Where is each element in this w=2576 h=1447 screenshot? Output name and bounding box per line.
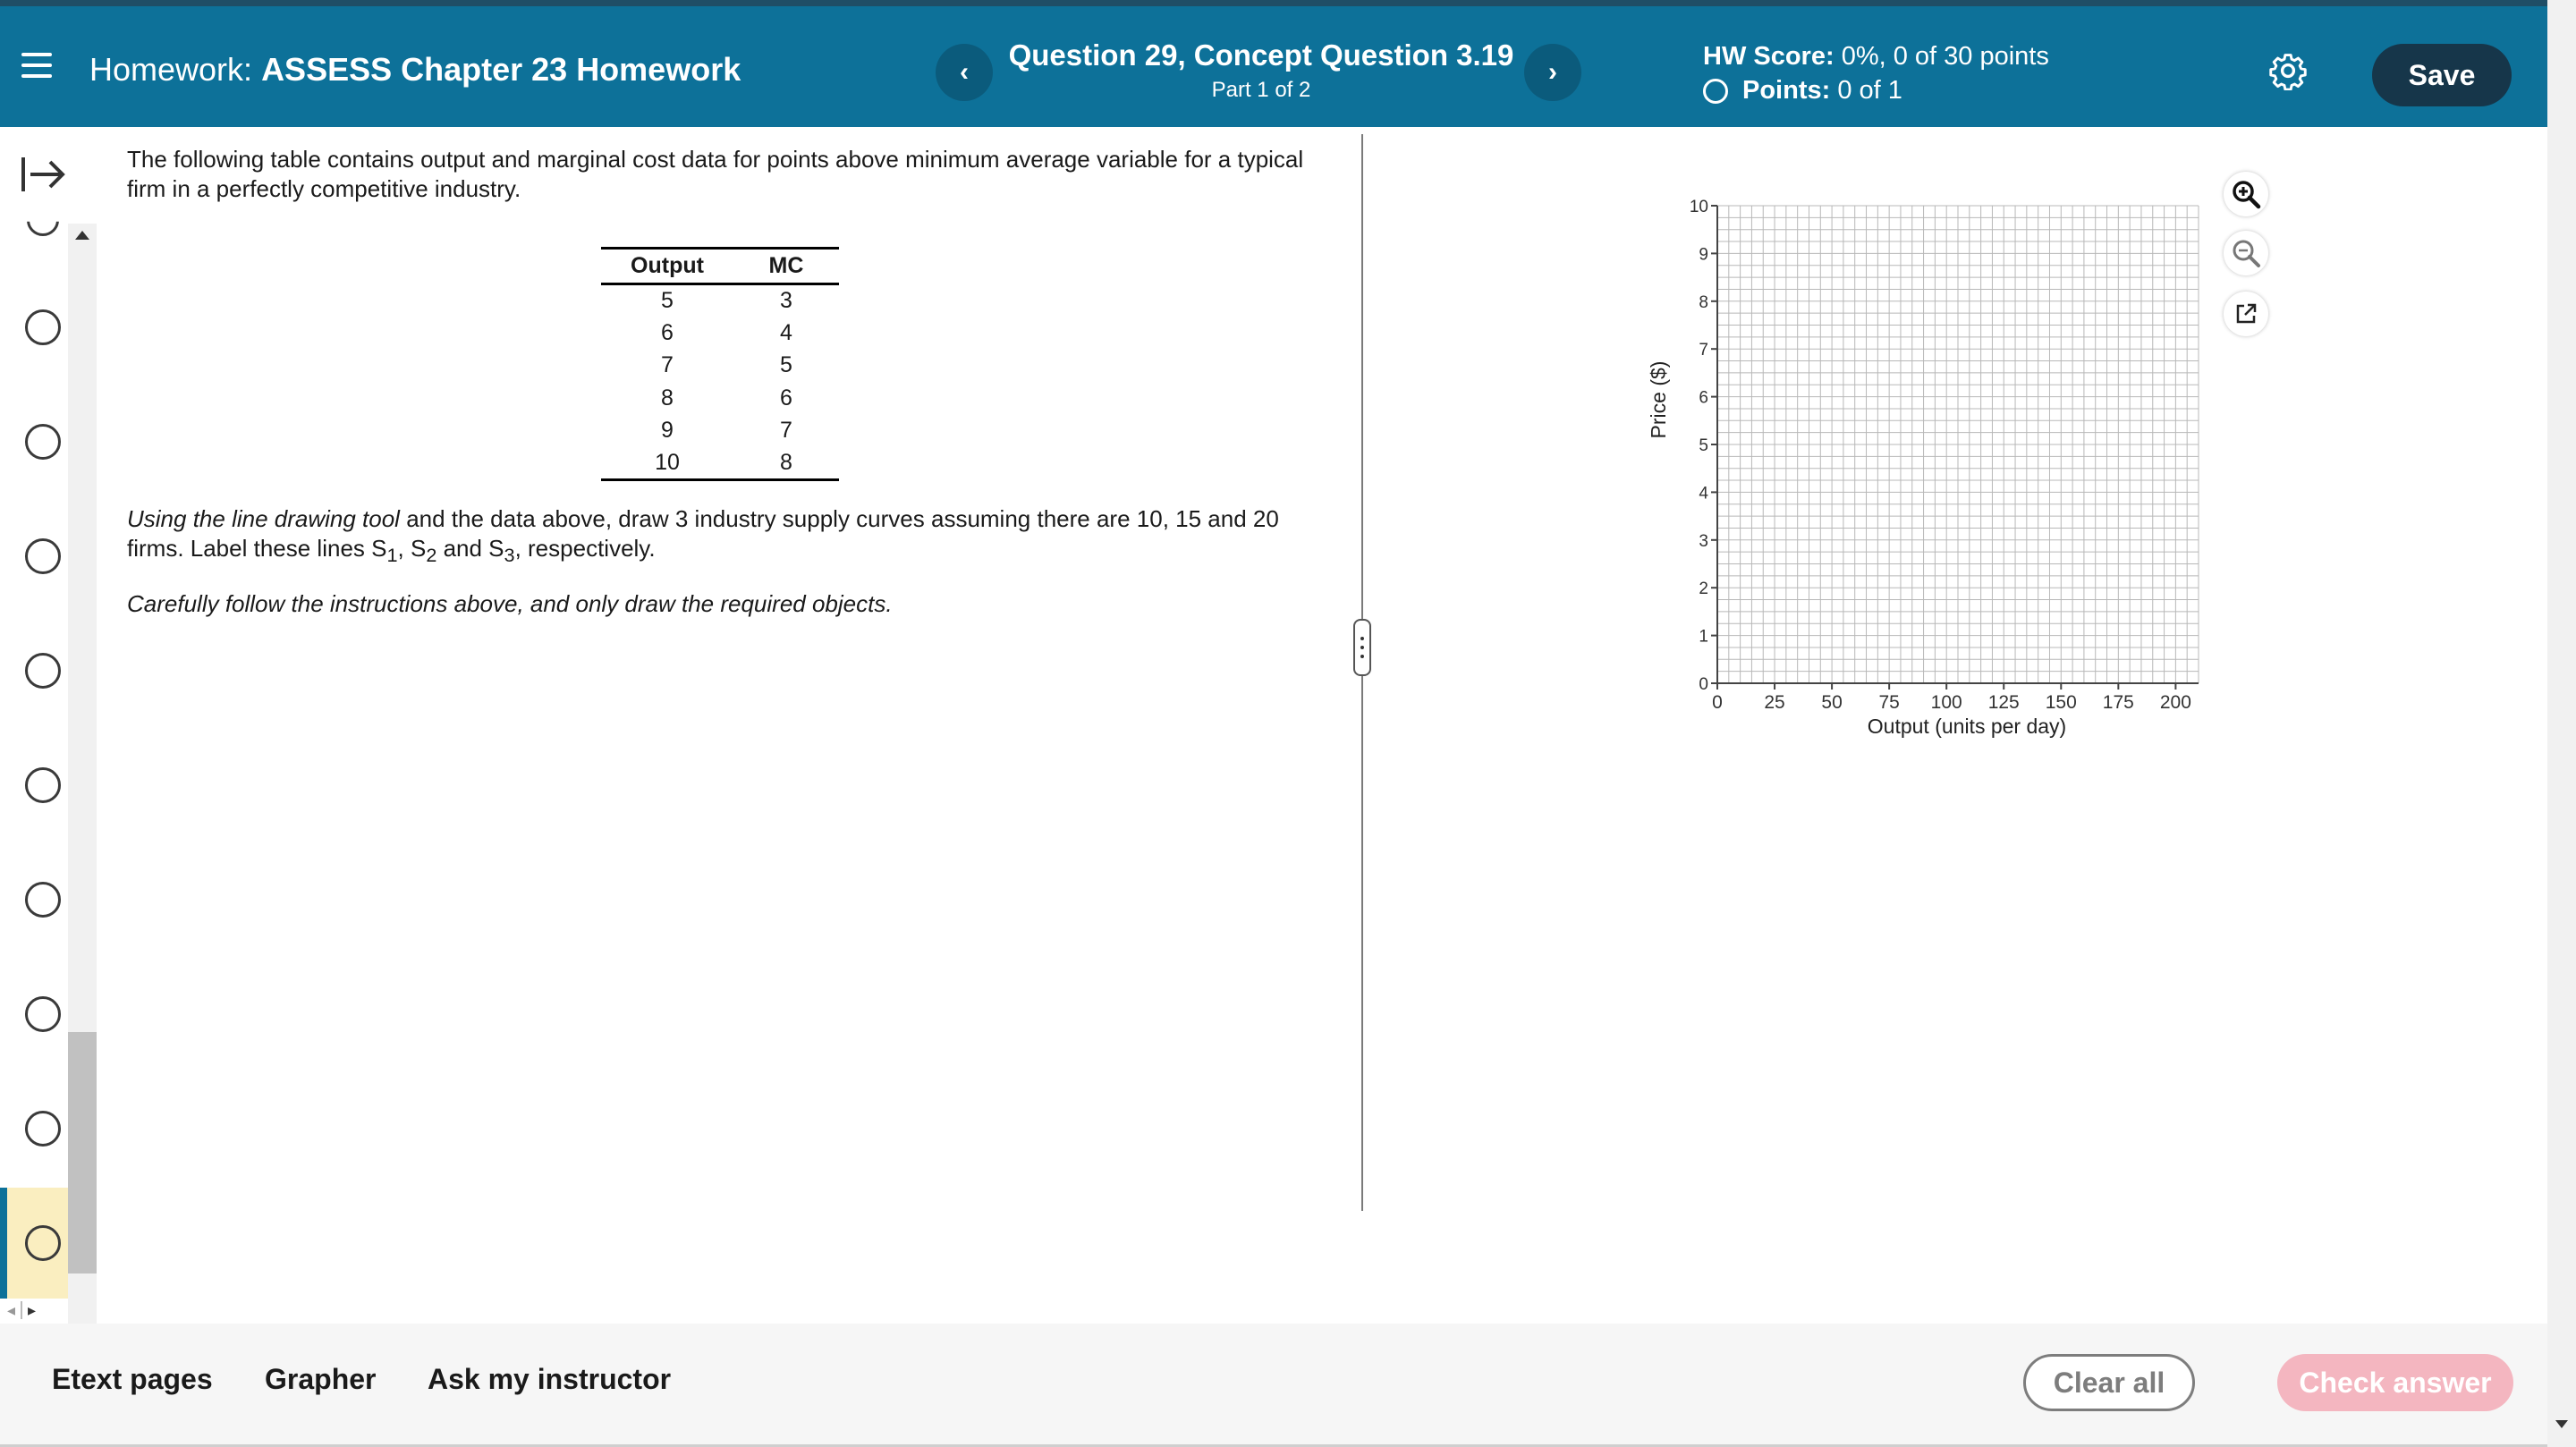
instruction-text: and the data above, draw 3 industry supply curves assuming there are 10, 15 and 20 firms. Label these lines S <box>127 505 1279 562</box>
zoom-in-icon <box>2231 179 2261 209</box>
table-header-mc: MC <box>733 249 839 284</box>
header-bar <box>0 0 2547 127</box>
external-link-icon <box>2233 301 2258 326</box>
question-intro-text: The following table contains output and marginal cost data for points above minimum average variable for a typical firm in a perfectly competitive industry. <box>127 146 1304 202</box>
question-status-circle-icon[interactable] <box>25 424 61 460</box>
subscript-3: 3 <box>504 544 515 567</box>
popout-graph-button[interactable] <box>2224 292 2268 336</box>
zoom-in-button[interactable] <box>2224 172 2268 216</box>
question-status-circle-icon[interactable] <box>27 204 59 236</box>
hw-score <box>1703 42 2049 72</box>
ask-instructor-link[interactable]: Ask my instructor <box>428 1363 672 1395</box>
homework-title-prefix: Homework: <box>89 51 253 88</box>
points-label: Points: <box>1742 76 1831 105</box>
table-cell: 7 <box>661 352 674 378</box>
instruction-sep-2: and S <box>436 535 504 562</box>
x-axis-label: Output (units per day) <box>1867 715 2067 738</box>
homework-title-name: ASSESS Chapter 23 Homework <box>261 51 741 88</box>
x-tick-label: 125 <box>1987 692 2020 713</box>
scroll-left-arrow-icon[interactable]: ◂ <box>7 1300 16 1319</box>
question-status-circle-icon[interactable] <box>25 882 61 918</box>
question-status-circle-icon[interactable] <box>25 653 61 689</box>
page-scrollbar[interactable] <box>2547 0 2576 1447</box>
drawing-instruction <box>127 504 1326 570</box>
caution-text: Carefully follow the instructions above, and only draw the required objects. <box>127 590 893 617</box>
table-cell: 3 <box>780 288 792 313</box>
next-question-button[interactable] <box>1524 44 1581 101</box>
table-cell: 6 <box>661 319 674 345</box>
table-cell: 4 <box>780 319 792 345</box>
y-tick-label: 4 <box>1699 484 1708 503</box>
navigator-scrollbar[interactable] <box>68 224 97 1324</box>
scroll-divider <box>21 1301 22 1319</box>
scroll-right-arrow-icon[interactable]: ▸ <box>28 1300 37 1319</box>
question-title: Question 29, Concept Question 3.19 <box>1008 38 1514 72</box>
gear-icon[interactable] <box>2268 51 2308 90</box>
x-tick-label: 175 <box>2102 692 2134 713</box>
y-tick-label: 2 <box>1699 580 1708 599</box>
table-cell: 6 <box>780 385 792 410</box>
zoom-out-icon <box>2231 238 2261 268</box>
question-status-circle-icon[interactable] <box>25 309 61 345</box>
y-tick-label: 0 <box>1699 675 1708 694</box>
page-scroll-down-icon[interactable] <box>2555 1420 2568 1428</box>
table-cell: 8 <box>661 385 674 410</box>
etext-pages-link[interactable]: Etext pages <box>52 1363 213 1395</box>
table-row <box>601 284 839 317</box>
subscript-1: 1 <box>386 544 398 567</box>
hw-score-value: 0%, 0 of 30 points <box>1841 42 2049 71</box>
y-tick-label: 1 <box>1699 627 1708 647</box>
table-cell: 7 <box>780 418 792 444</box>
y-tick-label: 6 <box>1699 388 1708 408</box>
table-cell: 8 <box>733 447 839 480</box>
grapher-link[interactable]: Grapher <box>265 1363 377 1395</box>
x-tick-label: 100 <box>1930 692 1962 713</box>
x-tick-label: 75 <box>1878 692 1900 713</box>
homework-title <box>89 51 741 89</box>
question-status-circle-icon[interactable] <box>25 538 61 574</box>
x-tick-label: 150 <box>2045 692 2077 713</box>
expand-panel-icon[interactable] <box>20 154 68 195</box>
table-header-output: Output <box>601 249 733 284</box>
table-row <box>601 350 839 383</box>
save-button[interactable]: Save <box>2372 44 2512 106</box>
y-tick-label: 3 <box>1699 531 1708 551</box>
y-tick-label: 9 <box>1699 245 1708 265</box>
hamburger-icon[interactable] <box>21 53 52 78</box>
clear-all-button[interactable]: Clear all <box>2023 1354 2195 1411</box>
table-row <box>601 382 839 415</box>
horizontal-scroll-control[interactable] <box>7 1299 64 1322</box>
current-question-circle-icon[interactable] <box>25 1225 61 1261</box>
previous-question-button[interactable] <box>936 44 993 101</box>
x-tick-label: 50 <box>1821 692 1843 713</box>
question-status-circle-icon[interactable] <box>25 1111 61 1147</box>
chevron-right-icon: › <box>1548 57 1557 87</box>
x-tick-label: 200 <box>2159 692 2191 713</box>
check-answer-button[interactable]: Check answer <box>2277 1354 2513 1411</box>
y-tick-label: 7 <box>1699 341 1708 360</box>
instruction-end: , respectively. <box>514 535 656 562</box>
points-display <box>1703 76 1902 106</box>
question-status-circle-icon[interactable] <box>25 767 61 803</box>
question-navigator <box>0 127 97 1324</box>
chevron-left-icon: ‹ <box>960 57 969 87</box>
y-tick-label: 5 <box>1699 436 1708 455</box>
footer-bar <box>0 1324 2547 1447</box>
zoom-out-button[interactable] <box>2224 231 2268 275</box>
table-row <box>601 447 839 480</box>
hw-score-label: HW Score: <box>1703 42 1835 71</box>
table-row <box>601 415 839 448</box>
scroll-up-arrow-icon[interactable] <box>75 231 89 240</box>
table-row <box>601 317 839 350</box>
table-cell: 5 <box>661 288 674 313</box>
table-cell: 9 <box>661 418 674 444</box>
question-status-circle-icon[interactable] <box>25 996 61 1032</box>
x-tick-label: 25 <box>1764 692 1785 713</box>
question-part: Part 1 of 2 <box>1211 78 1311 102</box>
instruction-italic: Using the line drawing tool <box>127 505 400 532</box>
points-value: 0 of 1 <box>1837 76 1902 105</box>
table-cell: 10 <box>601 447 733 480</box>
table-header-row <box>601 249 839 284</box>
cost-data-table <box>601 247 839 481</box>
y-axis-label: Price ($) <box>1647 360 1670 439</box>
y-tick-label: 10 <box>1689 198 1708 216</box>
navigator-scroll-thumb[interactable] <box>68 1032 97 1274</box>
question-intro <box>127 145 1317 204</box>
x-tick-label: 0 <box>1712 692 1723 713</box>
y-tick-label: 8 <box>1699 292 1708 312</box>
supply-graph[interactable] <box>1646 186 2218 758</box>
pane-resize-handle[interactable] <box>1353 619 1371 676</box>
points-status-circle-icon <box>1703 79 1728 104</box>
table-cell: 5 <box>780 352 792 378</box>
subscript-2: 2 <box>426 544 437 567</box>
instruction-sep-1: , S <box>397 535 427 562</box>
